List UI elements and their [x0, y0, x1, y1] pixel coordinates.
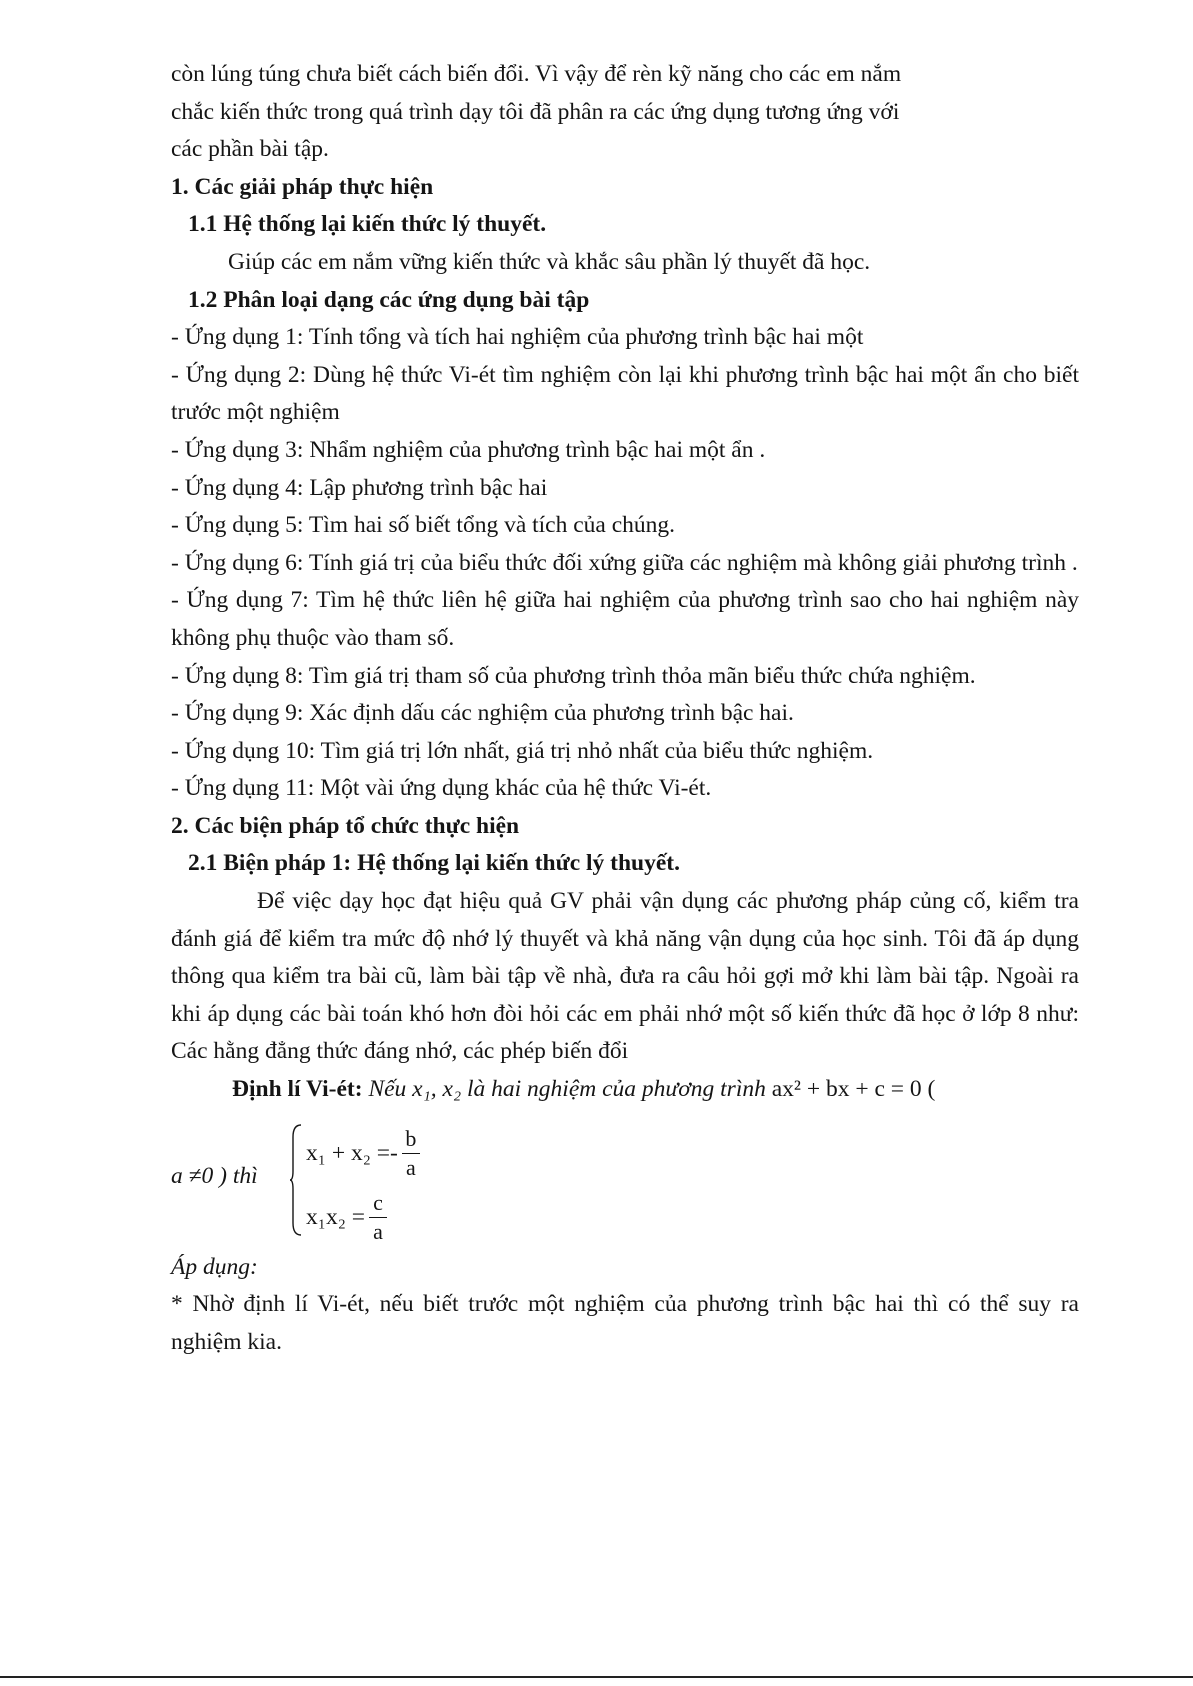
document-page	[171, 56, 1079, 1361]
section1-1-text: Giúp các em nắm vững kiến thức và khắc sâu phần lý thuyết đã học.	[228, 248, 871, 275]
application-label: Áp dụng:	[171, 1253, 258, 1280]
application-item: - Ứng dụng 10: Tìm giá trị lớn nhất, giá trị nhỏ nhất của biểu thức nghiệm.	[171, 737, 874, 764]
application-item: - Ứng dụng 1: Tính tổng và tích hai nghiệm của phương trình bậc hai một	[171, 324, 864, 351]
application-item: - Ứng dụng 3: Nhẩm nghiệm của phương trình bậc hai một ẩn .	[171, 436, 766, 463]
application-item: - Ứng dụng 6: Tính giá trị của biểu thức đối xứng giữa các nghiệm mà không giải phương trình .	[171, 549, 1078, 576]
product-fraction	[369, 1191, 387, 1244]
sum-fraction	[402, 1127, 420, 1180]
application-text: * Nhờ định lí Vi-ét, nếu biết trước một nghiệm của phương trình bậc hai thì có thể suy ra nghiệm kia.	[171, 1291, 1079, 1355]
product-denominator: a	[373, 1218, 383, 1244]
application-item: - Ứng dụng 5: Tìm hai số biết tổng và tích của chúng.	[171, 512, 676, 539]
application-item: - Ứng dụng 11: Một vài ứng dụng khác của hệ thức Vi-ét.	[171, 775, 712, 802]
intro-line: các phần bài tập.	[171, 136, 329, 163]
application-item: - Ứng dụng 2: Dùng hệ thức Vi-ét tìm nghiệm còn lại khi phương trình bậc hai một ẩn cho biết trước một nghiệm	[171, 361, 1079, 426]
application-item: - Ứng dụng 7: Tìm hệ thức liên hệ giữa hai nghiệm của phương trình sao cho hai nghiệm này không phụ thuộc vào tham số.	[171, 587, 1079, 651]
theorem-text: Nếu x₁, x₂ là hai nghiệm của phương trình	[368, 1076, 766, 1103]
application-item: - Ứng dụng 9: Xác định dấu các nghiệm của phương trình bậc hai.	[171, 700, 794, 727]
section1-1-heading: 1.1 Hệ thống lại kiến thức lý thuyết.	[188, 211, 547, 238]
product-left: x₁x₂ =	[306, 1203, 366, 1230]
sum-denominator: a	[405, 1154, 416, 1180]
fraction-bar	[402, 1153, 420, 1154]
product-numerator: c	[373, 1189, 383, 1215]
brace-icon	[289, 1123, 303, 1237]
sum-equation	[306, 1127, 420, 1180]
sum-left: x₁ + x₂ =-	[306, 1139, 398, 1166]
application-item: - Ứng dụng 4: Lập phương trình bậc hai	[171, 474, 548, 501]
theorem-label: Định lí Vi-ét:	[232, 1076, 363, 1103]
section2-heading: 2. Các biện pháp tổ chức thực hiện	[171, 812, 520, 839]
formula-condition: a ≠0 ) thì	[171, 1162, 258, 1189]
section1-heading: 1. Các giải pháp thực hiện	[171, 173, 434, 200]
sum-numerator: b	[405, 1125, 417, 1151]
section2-1-heading: 2.1 Biện pháp 1: Hệ thống lại kiến thức lý thuyết.	[188, 850, 680, 877]
vieta-formula	[171, 1109, 1079, 1249]
section1-2-heading: 1.2 Phân loại dạng các ứng dụng bài tập	[188, 286, 590, 313]
section2-paragraph	[171, 883, 1079, 1071]
application-item: - Ứng dụng 8: Tìm giá trị tham số của phương trình thỏa mãn biểu thức chứa nghiệm.	[171, 662, 976, 689]
page-bottom-border	[0, 1676, 1193, 1678]
intro-line: chắc kiến thức trong quá trình dạy tôi đã phân ra các ứng dụng tương ứng với	[171, 98, 900, 125]
vieta-theorem	[171, 1071, 1079, 1109]
fraction-bar	[369, 1217, 387, 1218]
theorem-equation: ax² + bx + c = 0 (	[771, 1076, 936, 1103]
product-equation	[306, 1191, 387, 1244]
section2-paragraph-text: Để việc dạy học đạt hiệu quả GV phải vận dụng các phương pháp củng cố, kiểm tra đánh giá để kiểm tra mức độ nhớ lý thuyết và khả năng vận dụng của học sinh. Tôi đã áp dụng thông qua kiểm tra bài cũ, làm bài tập về nhà, đưa ra câu hỏi gợi mở khi làm bài tập. Ngoài ra khi áp dụng các bài toán khó hơn đòi hỏi các em phải nhớ một số kiến thức đã học ở lớp 8 như: Các hằng đẳng thức đáng nhớ, các phép biến đổi	[171, 888, 1079, 1065]
intro-line: còn lúng túng chưa biết cách biến đổi. Vì vậy để rèn kỹ năng cho các em nắm	[171, 61, 902, 87]
